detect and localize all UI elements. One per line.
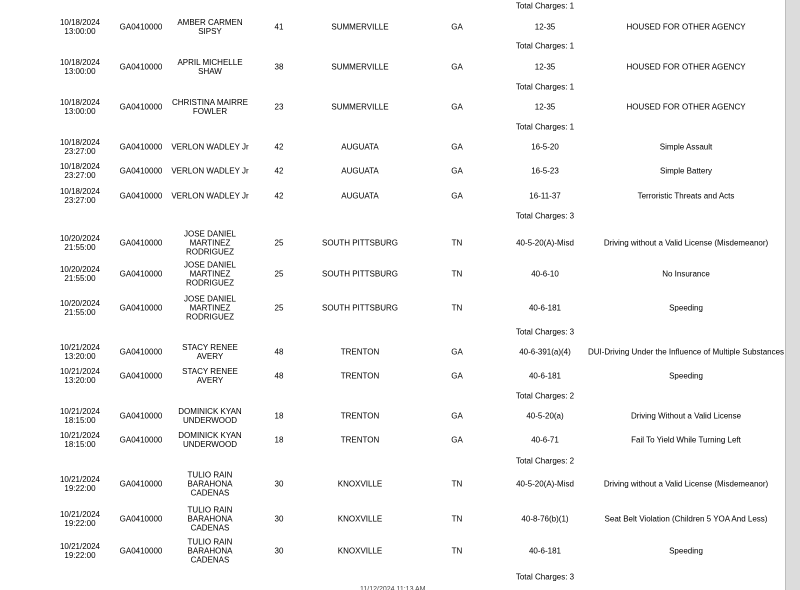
arrest-date: 10/20/2024: [59, 265, 101, 274]
total-charges: Total Charges: 3: [515, 211, 575, 221]
charge-code: 40-6-181: [528, 303, 562, 313]
agency-id: GA0410000: [119, 22, 163, 32]
charge-code: 40-5-20(A)-Misd: [516, 238, 574, 248]
arrestee-name: JOSE DANIEL MARTINEZ RODRIGUEZ: [183, 294, 236, 322]
total-charges: Total Charges: 1: [515, 1, 575, 11]
agency-id: GA0410000: [119, 102, 163, 112]
footer-text: 11/12/2024 11:13 AM: [360, 586, 426, 590]
charge-code: 40-6-10: [531, 269, 559, 279]
arrest-date: 10/21/2024: [59, 431, 101, 440]
arrest-date-time: [50, 475, 110, 493]
arrest-date: 10/21/2024: [59, 343, 101, 352]
arrestee-city: TRENTON: [340, 411, 380, 421]
arrestee-state: GA: [451, 347, 463, 357]
charge-description: DUI-Driving Under the Influence of Multiple Substances: [587, 347, 785, 357]
arrestee-state: GA: [451, 411, 463, 421]
arrestee-state: TN: [451, 303, 463, 313]
arrestee-state: GA: [451, 435, 463, 445]
arrestee-state: GA: [451, 62, 463, 72]
total-charges: Total Charges: 3: [515, 327, 575, 337]
arrestee-age: 48: [274, 371, 284, 381]
charge-description: Simple Assault: [659, 142, 713, 152]
arrestee-state: GA: [451, 102, 463, 112]
charge-code: 12-35: [534, 62, 556, 72]
arrestee-age: 18: [274, 435, 284, 445]
arrest-date-time: [50, 265, 110, 283]
arrestee-age: 30: [274, 546, 284, 556]
arrestee-city: TRENTON: [340, 435, 380, 445]
arrestee-state: GA: [451, 142, 463, 152]
arrestee-age: 42: [274, 191, 284, 201]
arrest-date: 10/21/2024: [59, 407, 101, 416]
arrest-time: 18:15:00: [64, 440, 96, 449]
arrest-time: 21:55:00: [64, 243, 96, 252]
charge-code: 40-6-181: [528, 371, 562, 381]
charge-code: 40-6-71: [531, 435, 559, 445]
arrestee-city: SOUTH PITTSBURG: [321, 238, 398, 248]
arrest-date-time: [50, 162, 110, 180]
arrestee-name: VERLON WADLEY Jr: [171, 166, 249, 176]
charge-description: Simple Battery: [659, 166, 713, 176]
agency-id: GA0410000: [119, 238, 163, 248]
arrestee-name: TULIO RAIN BARAHONA CADENAS: [187, 470, 233, 498]
arrestee-name: CHRISTINA MAIRRE FOWLER: [171, 98, 248, 116]
charge-code: 16-5-23: [531, 166, 559, 176]
arrestee-state: TN: [451, 269, 463, 279]
arrestee-state: TN: [451, 479, 463, 489]
arrest-date: 10/18/2024: [59, 138, 101, 147]
arrestee-age: 42: [274, 142, 284, 152]
arrest-date-time: [50, 407, 110, 425]
arrestee-age: 38: [274, 62, 284, 72]
arrest-time: 23:27:00: [64, 171, 96, 180]
agency-id: GA0410000: [119, 514, 163, 524]
arrest-date-time: [50, 98, 110, 116]
total-charges: Total Charges: 1: [515, 82, 575, 92]
agency-id: GA0410000: [119, 142, 163, 152]
arrest-time: 19:22:00: [64, 484, 96, 493]
charge-description: Driving without a Valid License (Misdemeanor): [603, 238, 769, 248]
arrestee-age: 42: [274, 166, 284, 176]
arrestee-city: AUGUATA: [341, 142, 379, 152]
agency-id: GA0410000: [119, 411, 163, 421]
charge-code: 12-35: [534, 102, 556, 112]
charge-code: 40-6-181: [528, 546, 562, 556]
charge-description: Seat Belt Violation (Children 5 YOA And Less): [604, 514, 768, 524]
agency-id: GA0410000: [119, 191, 163, 201]
arrest-time: 23:27:00: [64, 147, 96, 156]
arrestee-age: 48: [274, 347, 284, 357]
arrestee-age: 41: [274, 22, 284, 32]
arrestee-age: 25: [274, 303, 284, 313]
arrest-time: 13:00:00: [64, 67, 96, 76]
charge-description: Driving without a Valid License (Misdemeanor): [603, 479, 769, 489]
arrest-time: 18:15:00: [64, 416, 96, 425]
arrest-date: 10/20/2024: [59, 299, 101, 308]
arrestee-name: TULIO RAIN BARAHONA CADENAS: [187, 505, 233, 533]
charge-code: 12-35: [534, 22, 556, 32]
arrest-date-time: [50, 234, 110, 252]
arrestee-name: VERLON WADLEY Jr: [171, 142, 249, 152]
arrest-date-time: [50, 299, 110, 317]
charge-description: HOUSED FOR OTHER AGENCY: [626, 102, 746, 112]
arrestee-name: AMBER CARMEN SIPSY: [177, 18, 243, 36]
viewer-background: [786, 0, 800, 590]
arrest-date-time: [50, 431, 110, 449]
arrest-time: 19:22:00: [64, 519, 96, 528]
charge-code: 40-6-391(a)(4): [519, 347, 571, 357]
charge-description: Speeding: [669, 303, 703, 313]
arrestee-city: SOUTH PITTSBURG: [321, 303, 398, 313]
arrestee-name: VERLON WADLEY Jr: [171, 191, 249, 201]
arrest-time: 21:55:00: [64, 308, 96, 317]
arrestee-city: TRENTON: [340, 371, 380, 381]
arrestee-city: AUGUATA: [341, 166, 379, 176]
arrestee-city: SUMMERVILLE: [331, 22, 389, 32]
arrestee-city: SUMMERVILLE: [331, 62, 389, 72]
arrest-time: 13:00:00: [64, 27, 96, 36]
arrest-date: 10/18/2024: [59, 58, 101, 67]
arrestee-city: SOUTH PITTSBURG: [321, 269, 398, 279]
arrestee-city: TRENTON: [340, 347, 380, 357]
charge-code: 40-8-76(b)(1): [521, 514, 569, 524]
arrest-date-time: [50, 58, 110, 76]
charge-code: 40-5-20(A)-Misd: [516, 479, 574, 489]
agency-id: GA0410000: [119, 62, 163, 72]
arrest-date: 10/18/2024: [59, 162, 101, 171]
arrest-date: 10/21/2024: [59, 542, 101, 551]
arrestee-state: GA: [451, 371, 463, 381]
arrest-date: 10/21/2024: [59, 475, 101, 484]
total-charges: Total Charges: 2: [515, 456, 575, 466]
arrestee-name: DOMINICK KYAN UNDERWOOD: [178, 431, 242, 449]
arrestee-city: SUMMERVILLE: [331, 102, 389, 112]
charge-code: 16-11-37: [529, 191, 561, 201]
charge-description: Speeding: [669, 371, 703, 381]
arrestee-state: TN: [451, 546, 463, 556]
charge-description: No Insurance: [662, 269, 710, 279]
total-charges: Total Charges: 1: [515, 41, 575, 51]
arrest-time: 13:00:00: [64, 107, 96, 116]
arrest-date-time: [50, 510, 110, 528]
arrestee-name: APRIL MICHELLE SHAW: [177, 58, 243, 76]
arrestee-name: TULIO RAIN BARAHONA CADENAS: [187, 537, 233, 565]
charge-code: 16-5-20: [531, 142, 559, 152]
arrestee-name: STACY RENEE AVERY: [182, 367, 238, 385]
arrestee-age: 23: [274, 102, 284, 112]
agency-id: GA0410000: [119, 303, 163, 313]
charge-code: 40-5-20(a): [526, 411, 564, 421]
arrestee-state: TN: [451, 238, 463, 248]
charge-description: Fail To Yield While Turning Left: [631, 435, 741, 445]
charge-description: HOUSED FOR OTHER AGENCY: [626, 22, 746, 32]
arrestee-name: DOMINICK KYAN UNDERWOOD: [178, 407, 242, 425]
arrest-date: 10/18/2024: [59, 98, 101, 107]
agency-id: GA0410000: [119, 546, 163, 556]
arrest-date-time: [50, 367, 110, 385]
arrestee-state: GA: [451, 191, 463, 201]
arrest-date-time: [50, 138, 110, 156]
agency-id: GA0410000: [119, 347, 163, 357]
arrestee-age: 25: [274, 238, 284, 248]
arrestee-city: AUGUATA: [341, 191, 379, 201]
arrestee-age: 30: [274, 514, 284, 524]
agency-id: GA0410000: [119, 371, 163, 381]
arrest-date: 10/21/2024: [59, 510, 101, 519]
charge-description: HOUSED FOR OTHER AGENCY: [626, 62, 746, 72]
arrestee-state: TN: [451, 514, 463, 524]
arrestee-name: JOSE DANIEL MARTINEZ RODRIGUEZ: [183, 260, 236, 288]
total-charges: Total Charges: 1: [515, 122, 575, 132]
total-charges: Total Charges: 2: [515, 391, 575, 401]
arrestee-name: STACY RENEE AVERY: [182, 343, 238, 361]
arrest-time: 19:22:00: [64, 551, 96, 560]
arrest-date-time: [50, 343, 110, 361]
page-footer: [330, 586, 470, 590]
agency-id: GA0410000: [119, 479, 163, 489]
arrestee-name: JOSE DANIEL MARTINEZ RODRIGUEZ: [183, 229, 236, 257]
agency-id: GA0410000: [119, 435, 163, 445]
arrest-time: 13:20:00: [64, 352, 96, 361]
agency-id: GA0410000: [119, 166, 163, 176]
arrestee-age: 18: [274, 411, 284, 421]
agency-id: GA0410000: [119, 269, 163, 279]
arrestee-city: KNOXVILLE: [337, 514, 383, 524]
charge-description: Driving Without a Valid License: [630, 411, 742, 421]
arrestee-city: KNOXVILLE: [337, 546, 383, 556]
arrest-date: 10/20/2024: [59, 234, 101, 243]
arrestee-city: KNOXVILLE: [337, 479, 383, 489]
arrest-time: 21:55:00: [64, 274, 96, 283]
arrest-date: 10/18/2024: [59, 187, 101, 196]
arrest-date-time: [50, 542, 110, 560]
arrestee-age: 25: [274, 269, 284, 279]
arrest-date: 10/18/2024: [59, 18, 101, 27]
charge-description: Terroristic Threats and Acts: [637, 191, 735, 201]
total-charges: Total Charges: 3: [515, 572, 575, 582]
arrest-date: 10/21/2024: [59, 367, 101, 376]
arrestee-state: GA: [451, 166, 463, 176]
arrest-date-time: [50, 18, 110, 36]
arrest-time: 23:27:00: [64, 196, 96, 205]
arrest-date-time: [50, 187, 110, 205]
arrestee-state: GA: [451, 22, 463, 32]
charge-description: Speeding: [669, 546, 703, 556]
arrest-time: 13:20:00: [64, 376, 96, 385]
arrestee-age: 30: [274, 479, 284, 489]
